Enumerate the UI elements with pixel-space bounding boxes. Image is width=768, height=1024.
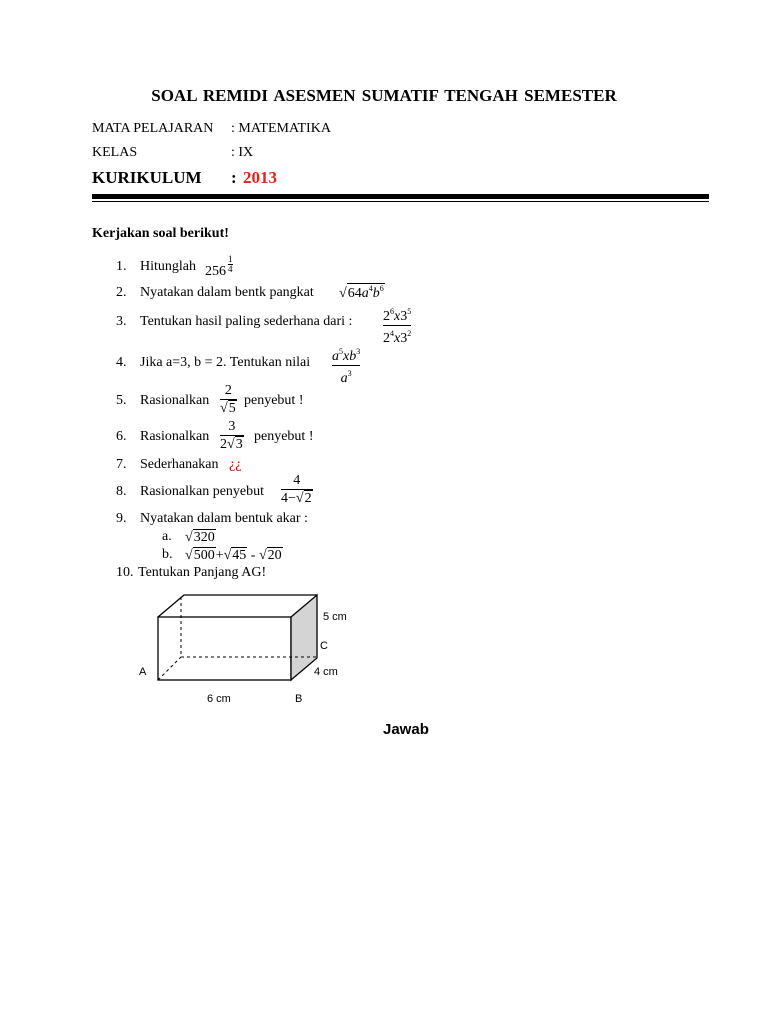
q9-b-radicand-2: 45 <box>232 548 247 563</box>
question-text: Rasionalkan <box>140 393 210 408</box>
sqrt-symbol: √ <box>223 548 232 563</box>
q3-top-exp1: 6 <box>390 307 394 316</box>
class-label: KELAS <box>92 145 138 160</box>
q9-b-radicand-3: 20 <box>267 548 282 563</box>
q8-bot-radicand: 2 <box>304 491 312 506</box>
q2-radicand: 64 <box>347 286 362 301</box>
sqrt-symbol: √ <box>185 548 193 563</box>
curriculum-value: 2013 <box>243 168 277 187</box>
q3-top-x: x <box>394 309 401 324</box>
q3-bot-x: x <box>394 331 401 346</box>
cuboid-front-face <box>158 617 291 680</box>
q4-top-a: a <box>332 349 339 364</box>
q2-var-b: b <box>372 286 380 301</box>
page-title: SOAL REMIDI ASESMEN SUMATIF TENGAH SEMESTER <box>151 86 617 105</box>
label-C: C <box>320 640 328 652</box>
q5-top: 2 <box>224 383 232 398</box>
q4-top-x: x <box>343 349 350 364</box>
question-number: 2. <box>116 285 127 300</box>
q3-bot-base: 2 <box>383 331 390 346</box>
q2-exp-a: 4 <box>368 284 373 293</box>
q6-after-text: penyebut ! <box>254 429 314 444</box>
q2-exp-b: 6 <box>379 284 384 293</box>
q9-b-label: b. <box>162 547 173 562</box>
q9-b-radicand-1: 500 <box>193 548 215 563</box>
q4-bot-a: a <box>340 371 348 386</box>
q2-var-a: a <box>361 286 369 301</box>
sqrt-symbol: √ <box>339 286 347 301</box>
question-text: Nyatakan dalam bentk pangkat <box>140 285 314 300</box>
q8-bot-a: 4 <box>281 491 288 506</box>
q4-top-b: b <box>349 349 357 364</box>
q3-top-3: 3 <box>400 309 408 324</box>
instruction-text: Kerjakan soal berikut! <box>92 226 229 241</box>
q9-a-radicand: 320 <box>193 530 215 545</box>
q3-bot-exp1: 4 <box>390 329 394 338</box>
q4-bot-exp: 3 <box>347 369 352 378</box>
q3-bot-3: 3 <box>400 331 408 346</box>
q7-symbol: ¿¿ <box>229 457 242 472</box>
q6-bot-radicand: 3 <box>235 437 243 452</box>
question-number: 10. <box>116 565 134 580</box>
q9-b-op-1: + <box>215 548 224 563</box>
label-B: B <box>295 693 303 705</box>
q8-top: 4 <box>293 473 301 488</box>
q1-base: 256 <box>205 264 226 279</box>
class-value: : IX <box>231 145 254 160</box>
question-text: Tentukan hasil paling sederhana dari : <box>140 314 353 329</box>
question-number: 7. <box>116 457 127 472</box>
q9-b-op-2: - <box>247 548 259 563</box>
question-number: 4. <box>116 355 127 370</box>
curriculum-label: KURIKULUM <box>92 168 202 187</box>
q9-a-label: a. <box>162 529 172 544</box>
sqrt-symbol: √ <box>220 401 228 416</box>
question-text: Sederhanakan <box>140 457 219 472</box>
question-number: 6. <box>116 429 127 444</box>
label-A: A <box>139 666 147 678</box>
question-number: 9. <box>116 511 127 526</box>
sqrt-symbol: √ <box>227 437 235 452</box>
label-5cm: 5 cm <box>323 611 347 623</box>
question-number: 3. <box>116 314 127 329</box>
question-text: Rasionalkan penyebut <box>140 484 265 499</box>
sqrt-symbol: √ <box>258 548 267 563</box>
question-text: Nyatakan dalam bentuk akar : <box>140 511 308 526</box>
curriculum-colon: : <box>231 168 237 187</box>
q5-after-text: penyebut ! <box>244 393 304 408</box>
q1-exp-num: 1 <box>228 254 233 264</box>
label-6cm: 6 cm <box>207 693 231 705</box>
q3-top-base: 2 <box>383 309 390 324</box>
question-text: Jika a=3, b = 2. Tentukan nilai <box>140 355 311 370</box>
q3-top-exp2: 5 <box>407 307 412 316</box>
subject-label: MATA PELAJARAN <box>92 121 214 136</box>
answer-heading: Jawab <box>383 721 429 738</box>
q6-bot-coef: 2 <box>220 437 227 452</box>
q6-top: 3 <box>228 419 236 434</box>
question-number: 5. <box>116 393 127 408</box>
question-text: Tentukan Panjang AG! <box>138 565 267 580</box>
cuboid-hidden-depth <box>158 657 181 680</box>
question-text: Rasionalkan <box>140 429 210 444</box>
q5-bot-radicand: 5 <box>228 401 236 416</box>
q1-exp-den: 4 <box>228 264 233 274</box>
q3-bot-exp2: 2 <box>407 329 412 338</box>
q8-bot-op: − <box>288 491 296 506</box>
q4-top-exp-a: 5 <box>339 347 343 356</box>
question-number: 8. <box>116 484 127 499</box>
subject-value: : MATEMATIKA <box>231 121 331 136</box>
question-text: Hitunglah <box>140 259 196 274</box>
cuboid-top-edges <box>158 595 317 617</box>
label-4cm: 4 cm <box>314 666 338 678</box>
question-number: 1. <box>116 259 127 274</box>
sqrt-symbol: √ <box>295 491 304 506</box>
sqrt-symbol: √ <box>185 530 193 545</box>
q4-top-exp-b: 3 <box>356 347 361 356</box>
